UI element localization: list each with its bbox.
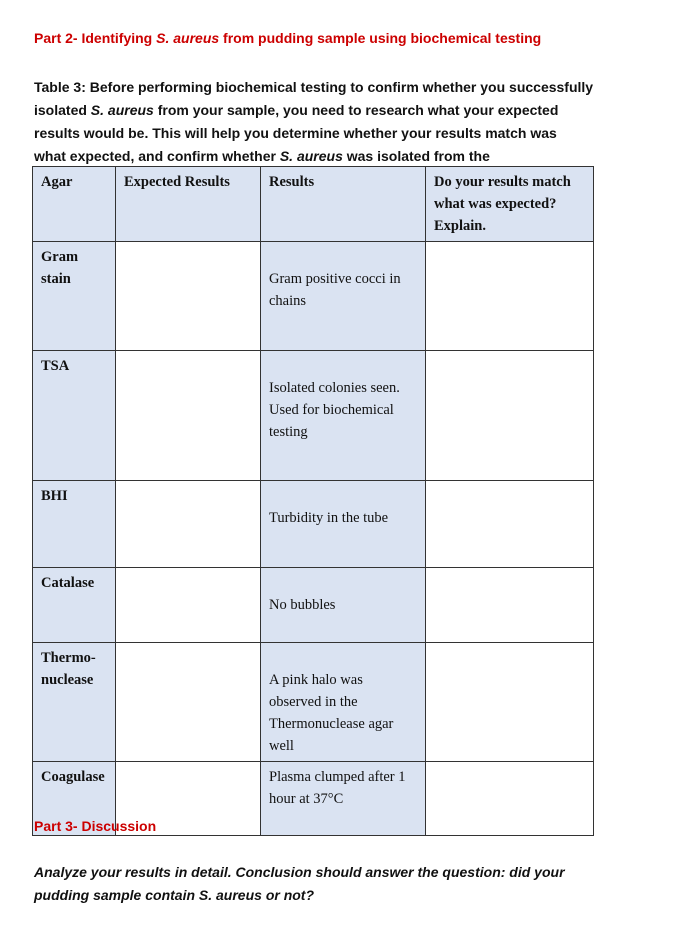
result-line-3: testing <box>269 424 308 440</box>
part2-heading-suffix: from pudding sample using biochemical testing <box>219 30 542 46</box>
result-text <box>269 572 417 616</box>
results-cell <box>261 643 426 762</box>
expected-results-cell[interactable] <box>116 643 261 762</box>
intro-line-2-post: from your sample, you need to research what your expected <box>153 102 559 118</box>
agar-cell <box>33 643 116 762</box>
result-line-3: Thermonuclease agar <box>269 716 394 732</box>
intro-line-4 <box>34 145 614 168</box>
results-cell <box>261 242 426 351</box>
result-text <box>269 355 417 443</box>
agar-cell <box>33 568 116 643</box>
table-row <box>33 481 594 568</box>
header-match-line-3: Explain. <box>434 218 486 234</box>
header-match <box>426 167 594 242</box>
agar-cell <box>33 351 116 481</box>
agar-label-line-1: BHI <box>41 488 68 504</box>
intro-line-3: results would be. This will help you determine whether your results match was <box>34 125 557 141</box>
table-row <box>33 643 594 762</box>
results-cell <box>261 762 426 836</box>
match-explain-cell[interactable] <box>426 351 594 481</box>
table-row <box>33 568 594 643</box>
analyze-line-1: Analyze your results in detail. Conclusion should answer the question: did your <box>34 864 565 880</box>
agar-label-line-1: TSA <box>41 358 70 374</box>
match-explain-cell[interactable] <box>426 242 594 351</box>
agar-label-line-2: stain <box>41 271 71 287</box>
result-line-2: Used for biochemical <box>269 402 394 418</box>
match-explain-cell[interactable] <box>426 762 594 836</box>
part2-heading <box>34 30 541 46</box>
result-line-2: chains <box>269 293 307 309</box>
analyze-line-2: pudding sample contain S. aureus or not? <box>34 887 315 903</box>
agar-cell <box>33 242 116 351</box>
match-explain-cell[interactable] <box>426 568 594 643</box>
result-line-1: A pink halo was <box>269 672 363 688</box>
result-line-4: well <box>269 738 294 754</box>
intro-line-4-post: was isolated from the <box>342 148 490 164</box>
intro-line-4-pre: what expected, and confirm whether <box>34 148 280 164</box>
match-explain-cell[interactable] <box>426 481 594 568</box>
table-header-row <box>33 167 594 242</box>
result-line-1: Turbidity in the tube <box>269 510 389 526</box>
result-text <box>269 647 417 757</box>
intro-line-1: Table 3: Before performing biochemical testing to confirm whether you successfully <box>34 79 594 95</box>
agar-label-line-1: Gram <box>41 249 79 265</box>
result-line-2: hour at 37°C <box>269 791 344 807</box>
agar-label-line-1: Thermo- <box>41 650 96 666</box>
intro-line-2-pre: isolated <box>34 102 91 118</box>
result-line-2: observed in the <box>269 694 358 710</box>
result-text <box>269 766 417 810</box>
table-row <box>33 351 594 481</box>
intro-line-4-organism: S. aureus <box>279 148 343 164</box>
part2-heading-organism: S. aureus <box>156 30 220 46</box>
result-line-1: Plasma clumped after 1 <box>269 769 406 785</box>
results-cell <box>261 568 426 643</box>
agar-cell <box>33 481 116 568</box>
expected-results-cell[interactable] <box>116 481 261 568</box>
header-agar: Agar <box>33 167 116 242</box>
result-line-1: Isolated colonies seen. <box>269 380 400 396</box>
results-table <box>32 166 594 836</box>
results-cell <box>261 351 426 481</box>
expected-results-cell[interactable] <box>116 242 261 351</box>
agar-label-line-1: Coagulase <box>41 769 105 785</box>
result-text <box>269 246 417 312</box>
match-explain-cell[interactable] <box>426 643 594 762</box>
results-cell <box>261 481 426 568</box>
intro-line-2-organism: S. aureus <box>90 102 154 118</box>
result-line-1: No bubbles <box>269 597 336 613</box>
result-text <box>269 485 417 529</box>
part3-heading: Part 3- Discussion <box>34 818 157 834</box>
header-match-line-1: Do your results match <box>434 174 571 190</box>
expected-results-cell[interactable] <box>116 568 261 643</box>
header-results: Results <box>261 167 426 242</box>
expected-results-cell[interactable] <box>116 351 261 481</box>
part2-heading-prefix: Part 2- Identifying <box>34 30 157 46</box>
intro-line-2 <box>34 99 614 122</box>
result-line-1: Gram positive cocci in <box>269 271 401 287</box>
header-expected-results: Expected Results <box>116 167 261 242</box>
table3-intro <box>34 76 614 168</box>
discussion-instructions <box>34 861 614 907</box>
table-row <box>33 242 594 351</box>
agar-label-line-2: nuclease <box>41 672 94 688</box>
agar-label-line-1: Catalase <box>41 575 95 591</box>
header-match-line-2: what was expected? <box>434 196 557 212</box>
